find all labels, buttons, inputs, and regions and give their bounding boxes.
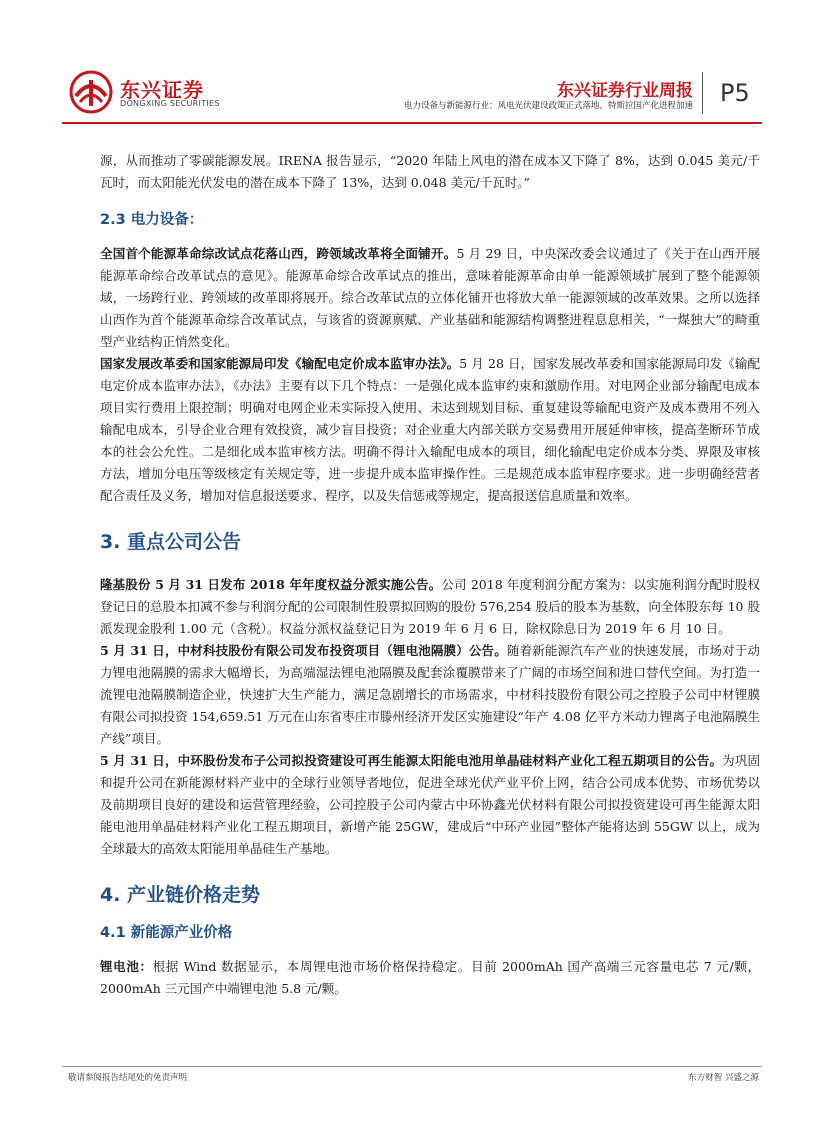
company-logo [68, 70, 228, 114]
paragraph-body: 5 月 29 日，中央深改委会议通过了《关于在山西开展能源革命综合改革试点的意见》。能源革命综合改革试点的推出，意味着能源革命由单一能源领域扩展到了整个能源领域，一场跨行业、跨领域的改革即将展开。综合改革试点的立体化铺开也将放大单一能源领域的改革效果。之所以选择山西作为首个能源革命综合改革试点，与该省的资源禀赋、产业基础和能源结构调整进程息息相关，“一煤独大”的畸重型产业结构正悄然变化。 [100, 246, 760, 349]
header-divider [702, 72, 703, 114]
paragraph-lead: 国家发展改革委和国家能源局印发《输配电定价成本监审办法》。 [100, 356, 460, 371]
report-title: 东兴证券行业周报 [557, 81, 693, 101]
paragraph-transmission-pricing [100, 353, 760, 507]
section-heading-4-1: 4.1 新能源产业价格 [100, 925, 233, 941]
dongxing-logo-icon [68, 70, 114, 114]
paragraph-energy-reform [100, 243, 760, 353]
paragraph-lead: 锂电池： [100, 959, 153, 974]
header-rule [62, 122, 762, 124]
announcement-lead: 隆基股份 5 月 31 日发布 2018 年年度权益分派实施公告。 [100, 577, 442, 592]
section-heading-3: 3. 重点公司公告 [100, 531, 242, 553]
logo-chinese-name: 东兴证券 [120, 78, 204, 102]
announcement-body: 为巩固和提升公司在新能源材料产业中的全球行业领导者地位，促进全球光伏产业平价上网，结合公司成本优势、市场优势以及前期项目良好的建设和运营管理经验，公司控股子公司内蒙古中环协鑫光伏材料有限公司拟投资建设可再生能源太阳能电池用单晶硅材料产业化工程五期项目，新增产能 25GW，建成后“中环产业园”整体产能将达到 55GW 以上，成为全球最大的高效太阳能用单晶硅生产基地。 [100, 753, 760, 856]
footer-slogan: 东方财智 兴盛之源 [688, 1073, 759, 1083]
announcement-longi [100, 574, 760, 640]
paragraph-body: 根据 Wind 数据显示，本周锂电池市场价格保持稳定。目前 2000mAh 国产高端三元容量电芯 7 元/颗，2000mAh 三元国产中端锂电池 5.8 元/颗。 [100, 959, 760, 996]
announcement-body: 公司 2018 年度利润分配方案为：以实施利润分配时股权登记日的总股本扣减不参与利润分配的公司限制性股票拟回购的股份 576,254 股后的股本为基数，向全体股东每 10 股派发现金股利 1.00 元（含税）。权益分派权益登记日为 2019 年 6 月 6 日，除权除息日为 2019 年 6 月 10 日。 [100, 577, 760, 636]
announcement-lead: 5 月 31 日，中材科技股份有限公司发布投资项目（锂电池隔膜）公告。 [100, 643, 507, 658]
announcement-zhonghuan [100, 750, 760, 860]
announcement-lead: 5 月 31 日，中环股份发布子公司拟投资建设可再生能源太阳能电池用单晶硅材料产业化工程五期项目的公告。 [100, 753, 723, 768]
logo-english-name: DONGXING SECURITIES [120, 99, 220, 108]
page-number: P5 [720, 79, 750, 107]
paragraph-lead: 全国首个能源革命综改试点花落山西，跨领域改革将全面铺开。 [100, 246, 457, 261]
paragraph-lithium-battery [100, 956, 760, 1000]
section-heading-2-3: 2.3 电力设备： [100, 212, 204, 228]
page-header [0, 0, 827, 130]
main-content [100, 150, 760, 1000]
footer-rule [62, 1066, 762, 1067]
footer-disclaimer: 敬请参阅报告结尾处的免责声明 [68, 1073, 188, 1083]
intro-paragraph: 源，从而推动了零碳能源发展。IRENA 报告显示，“2020 年陆上风电的潜在成本又下降了 8%，达到 0.045 美元/千瓦时，而太阳能光伏发电的潜在成本下降了 13%，达到 0.048 美元/千瓦时。” [100, 153, 760, 190]
section-heading-4: 4. 产业链价格走势 [100, 884, 261, 906]
announcement-body: 随着新能源汽车产业的快速发展，市场对于动力锂电池隔膜的需求大幅增长，为高端湿法锂电池隔膜及配套涂覆膜带来了广阔的市场空间和进口替代空间。为打造一流锂电池隔膜制造企业，快速扩大生产能力，满足急剧增长的市场需求，中材科技股份有限公司之控股子公司中材锂膜有限公司拟投资 154,659.51 万元在山东省枣庄市滕州经济开发区实施建设“年产 4.08 亿平方米动力锂离子电池隔膜生产线”项目。 [100, 643, 760, 746]
announcement-sinoma [100, 640, 760, 750]
report-subtitle: 电力设备与新能源行业：风电光伏建设政策正式落地，特斯拉国产化进程加速 [403, 101, 693, 111]
paragraph-body: 5 月 28 日，国家发展改革委和国家能源局印发《输配电定价成本监审办法》，《办法》主要有以下几个特点：一是强化成本监审约束和激励作用。对电网企业部分输配电成本项目实行费用上限控制；明确对电网企业未实际投入使用、未达到规划目标、重复建设等输配电资产及成本费用不列入输配电成本，引导企业合理有效投资，减少盲目投资；对企业重大内部关联方交易费用开展延伸审核，提高垄断环节成本的社会公允性。二是细化成本监审核方法。明确不得计入输配电成本的项目，细化输配电定价成本分类、界限及审核方法，增加分电压等级核定有关规定等，进一步提升成本监审操作性。三是规范成本监审程序要求。进一步明确经营者配合责任及义务，增加对信息报送要求、程序，以及失信惩戒等规定，提高报送信息质量和效率。 [100, 356, 760, 503]
